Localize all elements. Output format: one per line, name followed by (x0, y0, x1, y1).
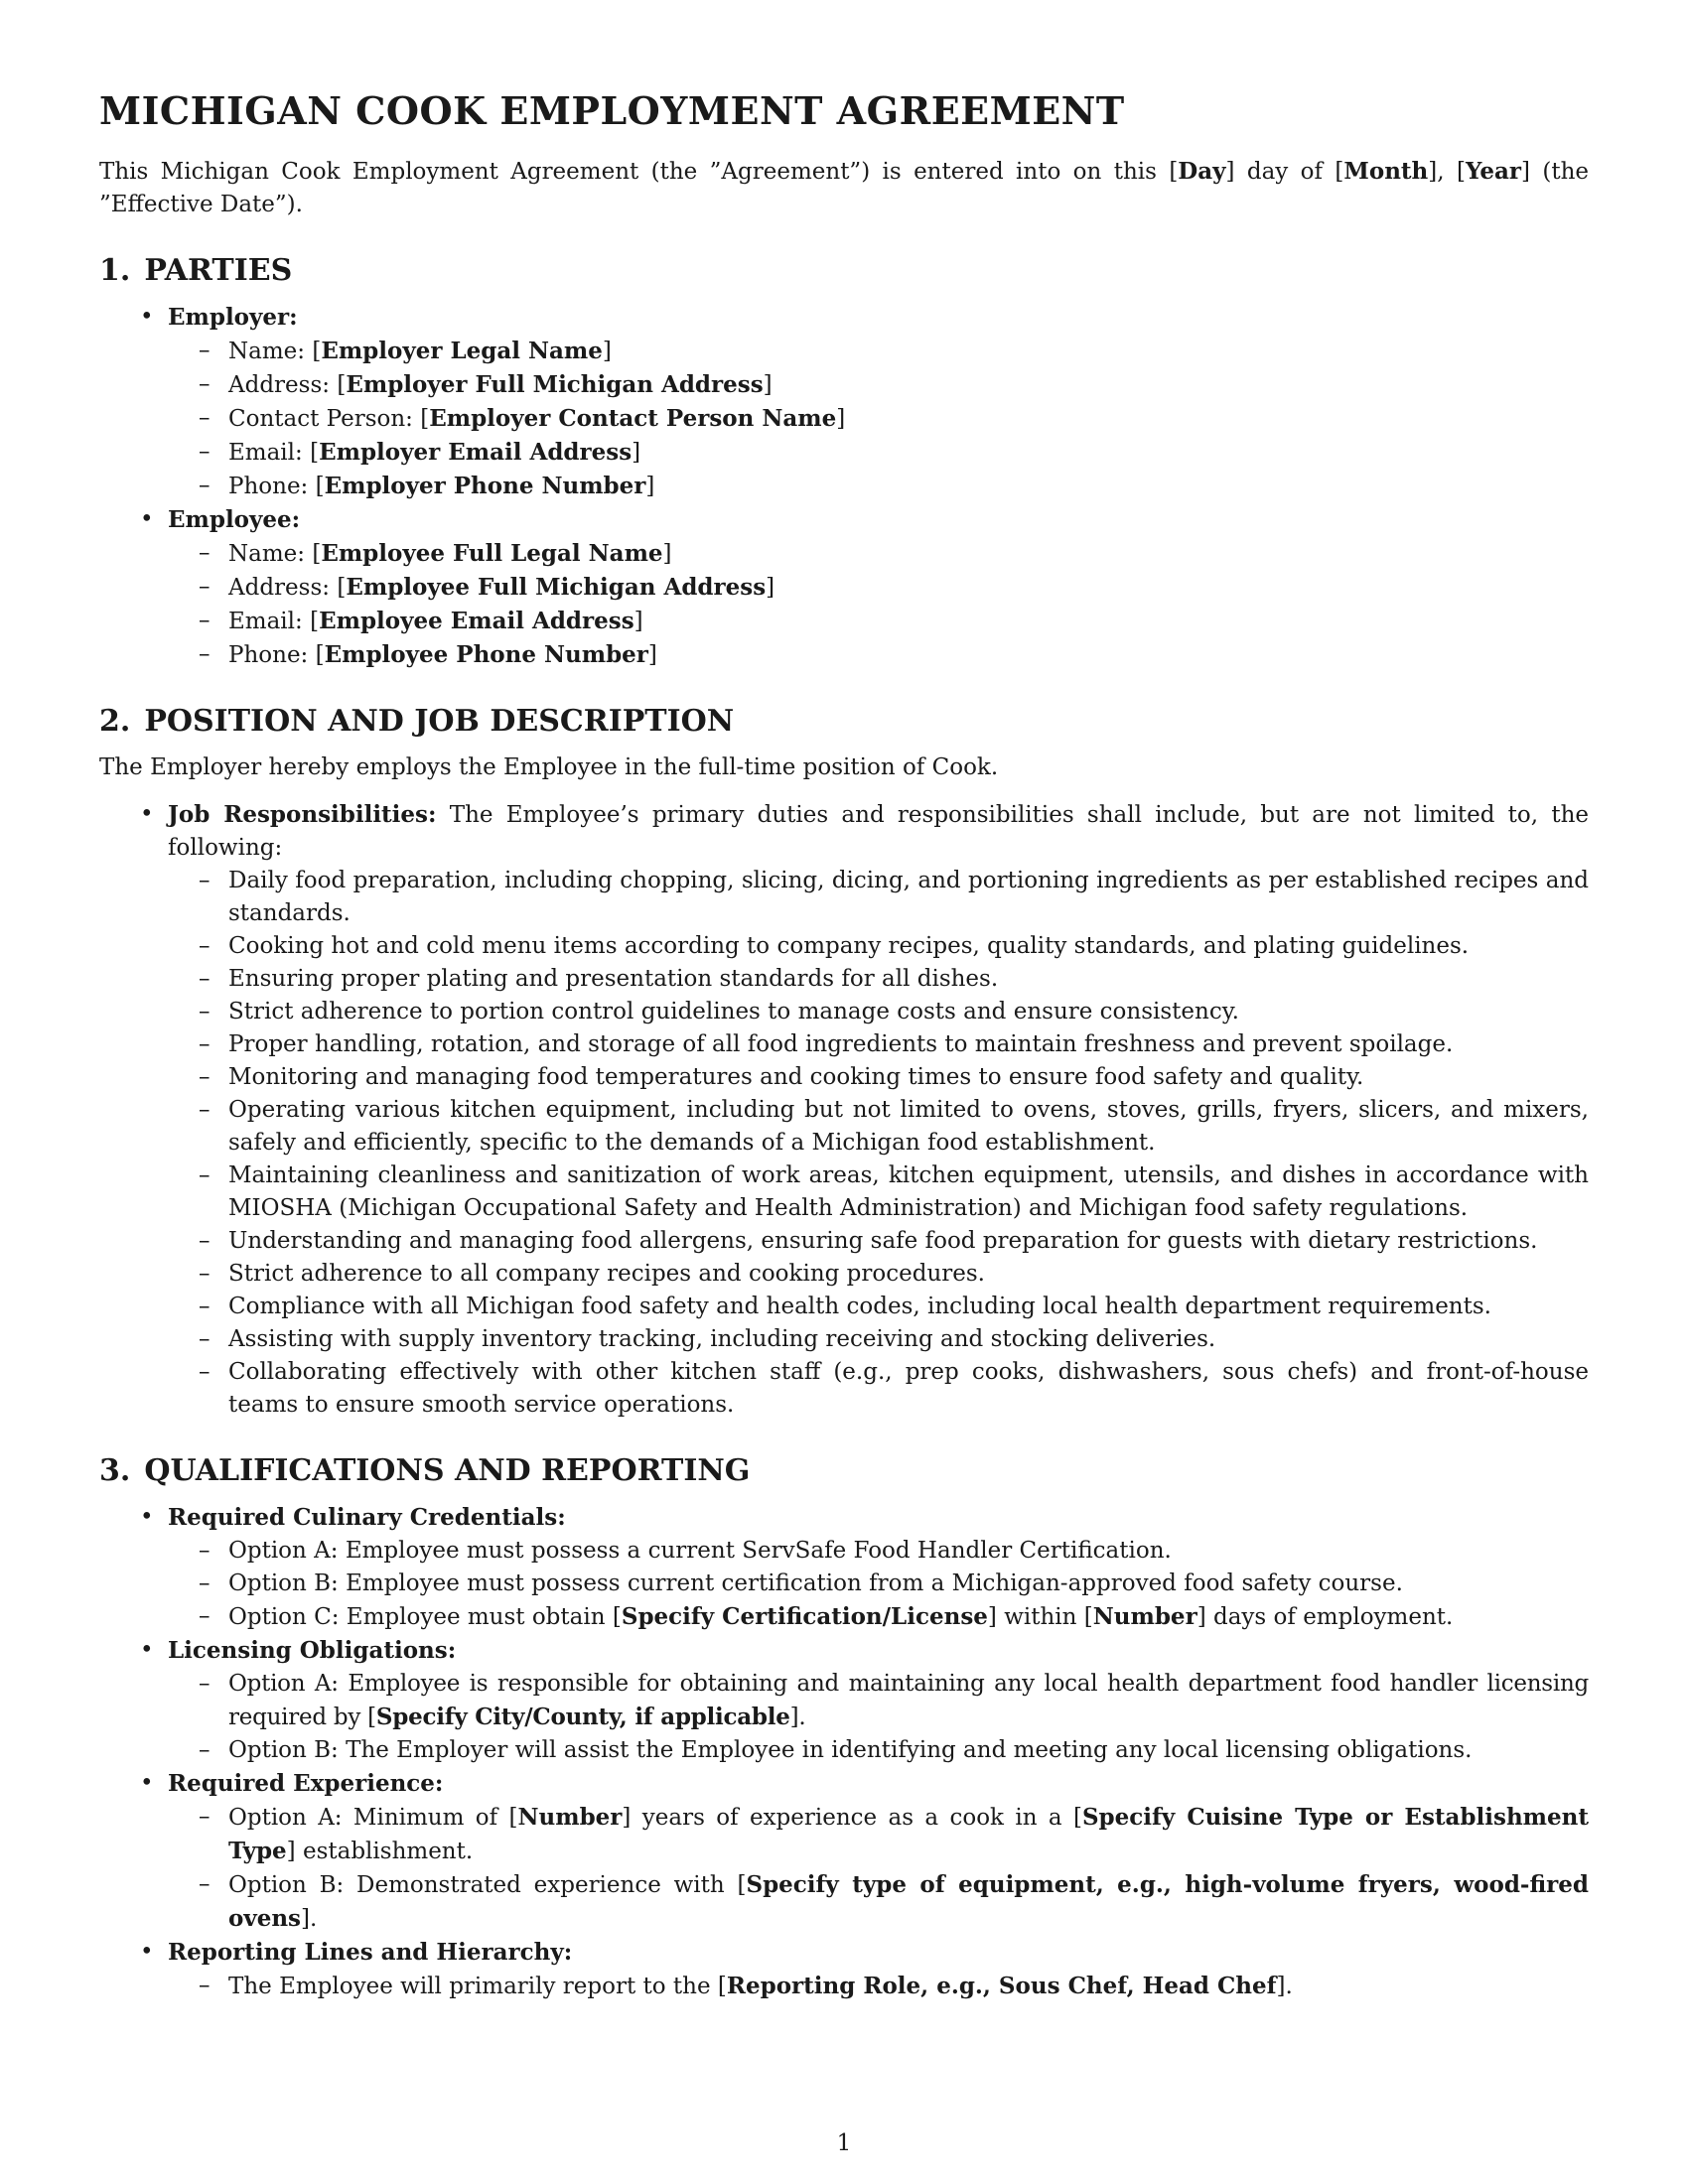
dash-icon: – (199, 1031, 211, 1057)
list-item: – Collaborating effectively with other kitchen staff (e.g., prep cooks, dishwashers, sous chefs) and front-of-house teams to ensure smooth service operations. (228, 1356, 1589, 1422)
dash-icon: – (199, 641, 211, 667)
page-number: 1 (836, 2130, 852, 2156)
list-item: – Daily food preparation, including chopping, slicing, dicing, and portioning ingredients as per established recipes and standards. (228, 865, 1589, 930)
bullet-icon: • (140, 801, 154, 827)
list-item: • Employee: – Name: [Employee Full Legal Name] – Address: [Employee Full Michigan Address] – Email: [Employee Email Address] – Phone: [Employee Phone Number] (168, 503, 1589, 672)
list-item: – Cooking hot and cold menu items according to company recipes, quality standards, and plating guidelines. (228, 930, 1589, 963)
list-item: – Option A: Minimum of [Number] years of experience as a cook in a [Specify Cuisine Type or Establishment Type] establishment. (228, 1801, 1589, 1868)
dash-icon: – (199, 1261, 211, 1287)
day-placeholder: Day (1178, 158, 1226, 185)
list-item: – The Employee will primarily report to the [Reporting Role, e.g., Sous Chef, Head Chef]. (228, 1970, 1589, 2003)
credentials-list (168, 1535, 1589, 1634)
parties-list (99, 301, 1589, 672)
list-item: – Compliance with all Michigan food safety and health codes, including local health department requirements. (228, 1291, 1589, 1323)
list-item: – Option C: Employee must obtain [Specify Certification/License] within [Number] days of employment. (228, 1600, 1589, 1634)
bullet-icon: • (140, 1504, 154, 1530)
list-item: – Assisting with supply inventory tracking, including receiving and stocking deliveries. (228, 1323, 1589, 1356)
employer-details (168, 335, 1589, 503)
list-item: – Maintaining cleanliness and sanitization of work areas, kitchen equipment, utensils, and dishes in accordance with MIOSHA (Michigan Occupational Safety and Health Administration) and Michigan food safety regulations. (228, 1160, 1589, 1225)
list-item: – Address: [Employer Full Michigan Address] (228, 368, 1589, 402)
dash-icon: – (199, 1973, 211, 1998)
list-item: – Option B: The Employer will assist the Employee in identifying and meeting any local licensing obligations. (228, 1734, 1589, 1767)
list-item: – Option B: Employee must possess current certification from a Michigan-approved food safety course. (228, 1568, 1589, 1600)
dash-icon: – (199, 574, 211, 600)
list-item: – Phone: [Employer Phone Number] (228, 470, 1589, 503)
dash-icon: – (199, 1228, 211, 1254)
list-item: • Employer: – Name: [Employer Legal Name] – Address: [Employer Full Michigan Address] – Contact Person: [Employer Contact Person Name] – Email: [Employer Email Address] – Phone: [Employer Phone Number] (168, 301, 1589, 503)
dash-icon: – (199, 608, 211, 633)
list-item: – Email: [Employee Email Address] (228, 605, 1589, 638)
dash-icon: – (199, 1064, 211, 1090)
dash-icon: – (199, 1737, 211, 1763)
list-item: • Licensing Obligations: – Option A: Employee is responsible for obtaining and maintaining any local health department food handler licensing required by [Specify City/County, if applicable]. – Option B: The Employer will assist the Employee in identifying and meeting any local licensing obligations. (168, 1634, 1589, 1767)
dash-icon: – (199, 540, 211, 566)
list-item: – Option B: Demonstrated experience with [Specify type of equipment, e.g., high-volume fryers, wood-fired ovens]. (228, 1868, 1589, 1936)
list-item: – Monitoring and managing food temperatures and cooking times to ensure food safety and quality. (228, 1061, 1589, 1094)
section-heading-qualifications: 3. QUALIFICATIONS AND REPORTING (99, 1453, 751, 1488)
qualifications-list (99, 1501, 1589, 2003)
dash-icon: – (199, 371, 211, 397)
dash-icon: – (199, 1162, 211, 1188)
dash-icon: – (199, 405, 211, 431)
responsibilities-list (168, 865, 1589, 1422)
list-item: • Reporting Lines and Hierarchy: – The Employee will primarily report to the [Reporting Role, e.g., Sous Chef, Head Chef]. (168, 1936, 1589, 2003)
list-item: – Option A: Employee must possess a current ServSafe Food Handler Certification. (228, 1535, 1589, 1568)
dash-icon: – (199, 1804, 211, 1830)
list-item: – Understanding and managing food allergens, ensuring safe food preparation for guests with dietary restrictions. (228, 1225, 1589, 1258)
dash-icon: – (199, 1538, 211, 1564)
list-item: – Name: [Employer Legal Name] (228, 335, 1589, 368)
list-item: – Address: [Employee Full Michigan Address] (228, 571, 1589, 605)
month-placeholder: Month (1343, 158, 1429, 185)
list-item: – Email: [Employer Email Address] (228, 436, 1589, 470)
reporting-list (168, 1970, 1589, 2003)
experience-list (168, 1801, 1589, 1936)
dash-icon: – (199, 1326, 211, 1352)
dash-icon: – (199, 1097, 211, 1123)
licensing-list (168, 1668, 1589, 1767)
list-item: – Name: [Employee Full Legal Name] (228, 537, 1589, 571)
bullet-icon: • (140, 1770, 154, 1796)
section-heading-position: 2. POSITION AND JOB DESCRIPTION (99, 704, 735, 739)
employee-details (168, 537, 1589, 672)
dash-icon: – (199, 439, 211, 465)
document-page (99, 87, 1589, 2003)
list-item: • Required Culinary Credentials: – Option A: Employee must possess a current ServSafe Food Handler Certification. – Option B: Employee must possess current certification from a Michigan-approved food safety course. – Option C: Employee must obtain [Specify Certification/License] within [Number] days of employment. (168, 1501, 1589, 1634)
intro-paragraph: This Michigan Cook Employment Agreement (the ”Agreement”) is entered into on this [Day] day of [Month], [Year] (the ”Effective Date”). (99, 158, 1590, 217)
list-item: – Ensuring proper plating and presentation standards for all dishes. (228, 963, 1589, 996)
year-placeholder: Year (1465, 158, 1522, 185)
list-item: – Contact Person: [Employer Contact Person Name] (228, 402, 1589, 436)
position-intro: The Employer hereby employs the Employee in the full-time position of Cook. (99, 754, 999, 780)
dash-icon: – (199, 1871, 211, 1897)
list-item: – Operating various kitchen equipment, including but not limited to ovens, stoves, grills, fryers, slicers, and mixers, safely and efficiently, specific to the demands of a Michigan food establishment. (228, 1094, 1589, 1160)
dash-icon: – (199, 868, 211, 893)
dash-icon: – (199, 1294, 211, 1319)
bullet-icon: • (140, 1637, 154, 1663)
dash-icon: – (199, 966, 211, 992)
document-title: MICHIGAN COOK EMPLOYMENT AGREEMENT (99, 88, 1125, 133)
dash-icon: – (199, 1603, 211, 1629)
list-item: – Strict adherence to all company recipes and cooking procedures. (228, 1258, 1589, 1291)
list-item: – Strict adherence to portion control guidelines to manage costs and ensure consistency. (228, 996, 1589, 1028)
bullet-icon: • (140, 506, 154, 532)
dash-icon: – (199, 1359, 211, 1385)
dash-icon: – (199, 473, 211, 498)
bullet-icon: • (140, 304, 154, 330)
list-item: – Phone: [Employee Phone Number] (228, 638, 1589, 672)
position-list (99, 798, 1589, 1422)
section-heading-parties: 1. PARTIES (99, 253, 293, 288)
dash-icon: – (199, 1570, 211, 1596)
list-item: • Required Experience: – Option A: Minimum of [Number] years of experience as a cook in a [Specify Cuisine Type or Establishment Type] establishment. – Option B: Demonstrated experience with [Specify type of equipment, e.g., high-volume fryers, wood-fired ovens]. (168, 1767, 1589, 1936)
dash-icon: – (199, 933, 211, 959)
dash-icon: – (199, 338, 211, 363)
bullet-icon: • (140, 1939, 154, 1965)
list-item: – Proper handling, rotation, and storage of all food ingredients to maintain freshness and prevent spoilage. (228, 1028, 1589, 1061)
list-item: – Option A: Employee is responsible for obtaining and maintaining any local health department food handler licensing required by [Specify City/County, if applicable]. (228, 1668, 1589, 1734)
list-item: • Job Responsibilities: The Employee’s primary duties and responsibilities shall include, but are not limited to, the following: – Daily food preparation, including chopping, slicing, dicing, and portioning ingredients as per established recipes and standards. – Cooking hot and cold menu items according to company recipes, quality standards, and plating guidelines. – Ensuring proper plating and presentation standards for all dishes. – Strict adherence to portion control guidelines to manage costs and ensure consistency. – Proper handling, rotation, and storage of all food ingredients to maintain freshness and prevent spoilage. – Monitoring and managing food temperatures and cooking times to ensure food safety and quality. – Operating various kitchen equipment, including but not limited to ovens, stoves, grills, fryers, slicers, and mixers, safely and efficiently, specific to the demands of a Michigan food establishment. – Maintaining cleanliness and sanitization of work areas, kitchen equipment, utensils, and dishes in accordance with MIOSHA (Michigan Occupational Safety and Health Administration) and Michigan food safety regulations. – Understanding and managing food allergens, ensuring safe food preparation for guests with dietary restrictions. – Strict adherence to all company recipes and cooking procedures. – Compliance with all Michigan food safety and health codes, including local health department requirements. – Assisting with supply inventory tracking, including receiving and stocking deliveries. – Collaborating effectively with other kitchen staff (e.g., prep cooks, dishwashers, sous chefs) and front-of-house teams to ensure smooth service operations. (168, 798, 1589, 1422)
dash-icon: – (199, 1671, 211, 1697)
dash-icon: – (199, 999, 211, 1024)
